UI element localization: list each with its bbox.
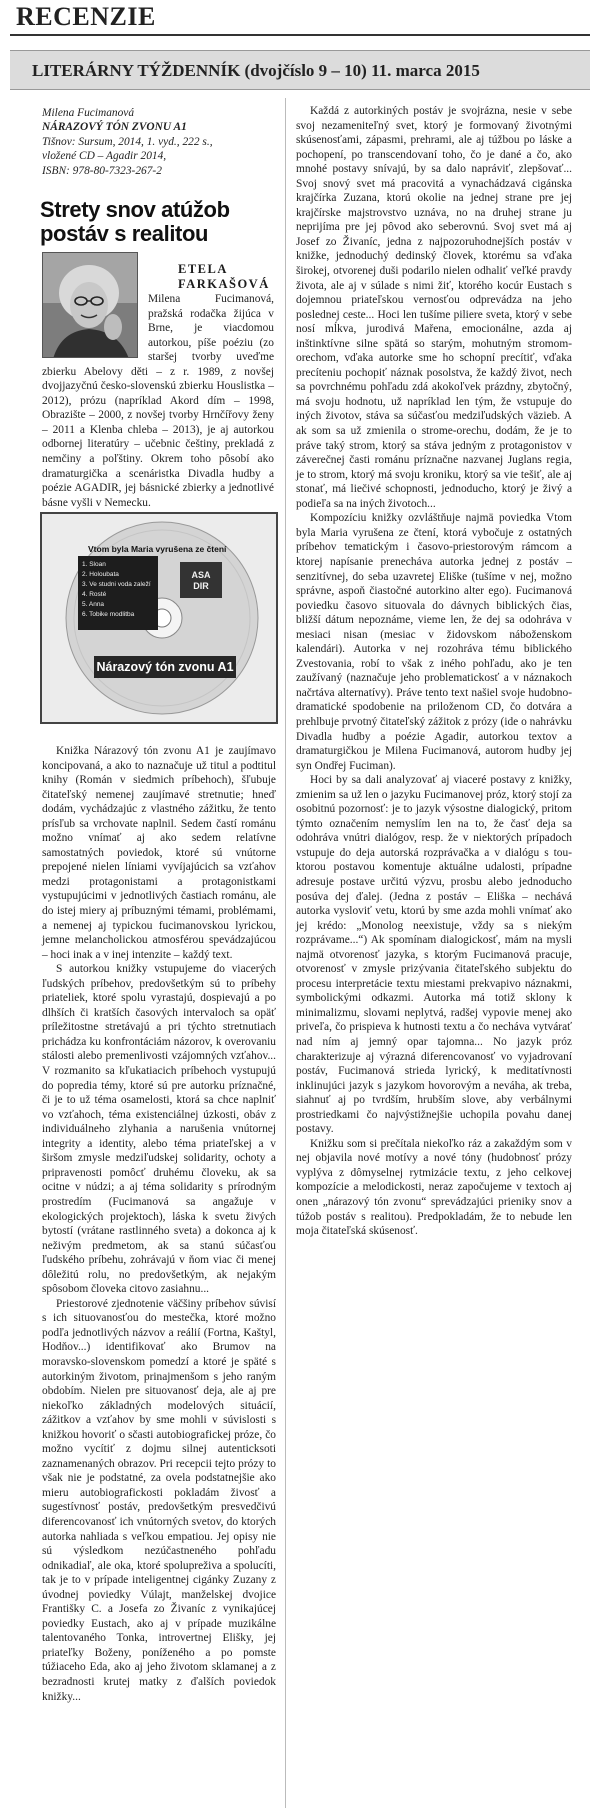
photo-spacer [42, 292, 148, 362]
cd-track: 5. Anna [82, 601, 105, 608]
cd-illustration [40, 512, 278, 724]
left-paragraph: Knižka Nárazový tón zvonu A1 je zaujímavo koncipovaná, a ako to naznačuje už titul a podtitul knihy (Román v siedmich príbehoch), šľubuje čitateľský nemenej zaujímavé stretnutie; hneď dodám, vychádzajúc z vlastného zážitku, že tento prísľub sa vrchovate naplnil. Sedem častí románu možno vnímať aj ako sedem relatívne samostatných poviedok, ktoré sú vnútorne prepojené nielen líniami vyvíjajúcich sa vzťahov medzi protagonistami a protagonistkami vystupujúcimi v jednotlivých častiach románu, ale do istej miery aj príbuznými témami, problémami, a nemenej aj typickou fucimanovskou lyrickou, jemne melancholickou atmosférou spevádzajúcou – hoci inak a v inej intenzite – každý text. [42, 745, 276, 961]
book-cd: vložené CD – Agadir 2014, [42, 150, 167, 163]
book-title: NÁRAZOVÝ TÓN ZVONU A1 [42, 121, 187, 134]
cd-track: 2. Holoubata [82, 571, 119, 578]
intro-column [42, 292, 274, 510]
book-isbn: ISBN: 978-80-7323-267-2 [42, 164, 162, 177]
cd-track: 6. Tobike modlitba [82, 611, 135, 618]
heading-rule [10, 34, 590, 36]
cd-heading: Vtom byla Maria vyrušena ze čtení [88, 544, 227, 554]
right-paragraph: Každá z autorkiných postáv je svojrázna, nesie v sebe svoj nezameniteľný svet, ktorý je formovaný životnými skúsenosťami, zápasmi, prehrami, ale aj túžbou po láske a pochopení, po transcendovaní toho, čo je dané a čo, ako mnohé postavy snívajú, by sa dalo napráviť, zlepšovať... Svoj snový svet má pracovitá a vynachádzavá cigánska krajčírka Zuzana, ktorú okolie na jednej strane pre jej krajčírske majstrovstvo uznáva, no na druhej strane ju neprijíma pre jej pôvod ako seberovnú. Svoj svet má aj Josef zo Živaníc, jedna z najpozoruhodnejších postáv v knižke, jednoduchý dedinský človek, ktorému sa vďaka širokej, otvorenej duši podarilo nielen odhaliť veľké pravdy života, ale aj v súlade s nimi žiť, ktorého kocúr Eustach s dojemnou priateľskou vernosťou odprevádza na jeho poslednej ceste... Hoci len tušíme piliere sveta, ktorý v sebe nosí mĺkva, jurodivá Mařena, emocionálne, azda aj inštinktívne silne spätá so starým, mohutným stromom-orechom, vďaka autorke sme ho schopní precítiť, vďaka precíteniu pochopiť náznak posolstva, že každý život, nech sa povrchnému pohľadu zdá akokoľvek prázdny, zbytočný, má svoju hodnotu, už napríklad len tým, že vstupuje do iných životov, stáva sa súčasťou medziľudských väzieb. A ak som sa už zmienila o strome-orechu, dodám, že je to práve taký strom, ktorý sa stáva jedným z protagonistov v záverečnej časti románu príznačne nazvanej Juglans regia, je to strom, ktorý má svoju kroniku, ktorý sa vie tešiť, ale aj stonať, má liečivé schopnosti, jednoducho, ktorý je živý a podieľa sa na iných životoch... [296, 105, 572, 510]
right-paragraph: Kompozíciu knižky ozvláštňuje najmä poviedka Vtom byla Maria vyrušena ze čtení, ktorá vybočuje z ostatných príbehov tematickým i časovo-priestorovým rámcom a ktorej napísanie prenecháva autorka jednej z postáv – senzitívnej, do seba uzavretej Eliške (tušíme v nej, možno správne, aspoň čiastočné autorkino alter ego). Fucimanová poviedku časovo situovala do dávnych biblických čias, bližší dátum nepoznáme, vieme len, že dej sa odohráva v mesiaci nisan (mesiac v židovskom náboženskom kalendári). Autorka v nej rozohráva tému biblického Zvestovania, robí to však z iného pohľadu, ako je ten zaužívaný (naznačuje jeho problematickosť a v náznakoch načrtáva alternatívy). Práve tento text našiel svoje hudobno-dramatické spodobenie na priloženom CD, čo dotvára a prehlbuje prvotný čitateľský zážitok z prózy (ide o nahrávku Divadla hudby a poézie Agadir, autorkou textov a dramaturgičkou je Milena Fucimanová, autorom hudby jej syn Ondřej Fuciman). [296, 512, 573, 772]
section-heading: RECENZIE [16, 2, 156, 31]
cd-track: 4. Rosté [82, 591, 107, 598]
article-headline: Strety snov atúžob postáv s realitou [40, 197, 230, 246]
cd-label: ASA DIR [191, 570, 211, 591]
left-paragraph: S autorkou knižky vstupujeme do viacerých ľudských príbehov, predovšetkým sú to príbehy priateliek, ktoré spolu vyrastajú, dospievajú a po dlhších či kratších časových intervaloch sa opäť príležitostne stretávajú a pri týchto stretnutiach prichádza ku konfrontáciám názorov, k overovaniu stálosti alebo premenlivosti vzájomných vzťahov... V rozmanito sa kľukatiacich príbehoch vystupujú do popredia témy, ktoré sú pre autorku príznačné, či je to už téma osamelosti, ktorá sa chce naplniť vo vzťahoch, téma existenciálnej úzkosti, obáv z individuálneho zlyhania a narušenia vnútornej integrity a identity, alebo téma priateľskej a v širšom zmysle medziľudskej solidarity, ochoty a pripravenosti pomôcť druhému človeku, ak sa ocitne v núdzi; a aj téma solidarity s prírodným prostredím (Fucimanová sa angažuje v ekologických projektoch), láska k svetu živých bytostí (vrátane rastlinného sveta) a dokonca aj k neživým predmetom, ak sa stanú súčasťou ľudského príbehu, zohrávajú v ňom viac či menej dôležitú rolu, no predovšetkým, ak nejakým spôsobom človeka citovo zasiahnu... [42, 963, 276, 1296]
left-paragraph: Priestorové zjednotenie väčšiny príbehov súvisí s ich situovanosťou do mestečka, ktoré možno podľa jednotlivých názvov a reálií (Fortna, Kaštyl, Hodňov...) identifikovať ako Brumov na moravsko-slovenskom pomedzí a ktoré je späté s autorkiným životom, prinajmenšom s jeho raným obdobím. Nielen pre situovanosť deja, ale aj pre niekoľko základných modelových situácií, zážitkov a vzťahov by sme mohli v súvislosti s knižkou hovoriť o sčasti autobiografickej próze, čo možno vycítiť z dojmu silnej autenticksoti zaznamenaných obrazov. Pri recepcii tejto prózy to však nie je podstatné, za ovela podstatnejšie ako mieru autobiografickosti pokladám živosť a sugestívnosť postáv, predovšetkým presvedčivú diferencovanosť ich vnútorných svetov, do ktorých autorka nahliada s veľkou empatiou. Jej opisy nie sú výsledkom nezúčastneného pohľadu odnikadiaľ, ale oka, ktoré spolupreživa a spolucíti, tak je to v prípade inteligentnej cigánky Zuzany z úvodnej poviedky Vúlajt, manželskej dvojice Františky C. a Josefa zo Živaníc z vynikajúcej poviedky Eustach, ako aj v prípade muzikálne talentovaného Tonka, introvertnej Elišky, jej priateľky Boženy, poníženého a po pomste túžiaceho Eda, ako aj jeho životom sklamanej a z bezradnosti krutej matky z ďalších poviedok knižky... [42, 1297, 276, 1703]
right-paragraph: Knižku som si prečítala niekoľko ráz a zakaždým som v nej objavila nové motívy a nové tóny (hudobnosť prózy vyplýva z dômyselnej rytmizácie textu, z jeho celkovej kompozície a melodickosti, neraz započujeme v textoch aj onen „nárazový tón zvonu“ sprevádzajúci prieniky snov a túžob postáv s realitou). Predpokladám, že to nebude len moja čitateľská skúsenosť. [296, 1137, 572, 1238]
cd-track: 1. Sloan [82, 561, 106, 568]
right-paragraph: Hoci by sa dali analyzovať aj viaceré postavy z knižky, zmienim sa už len o jazyku Fucimanovej próz, ktorý stojí za osobitnú pozornosť: je to jazyk výsostne dialogický, pritom týmto označením nemyslím len na to, že časť deja sa odohráva vnútri dialógov, resp. že v niektorých prípadoch vstupuje do deja autorská rozprávačka a v dialógu s tou-ktorou postavou komentuje aktuálne udalosti, prípadne adresuje postave určitú výzvu, prosbu alebo jednoducho posúva dej ďalej. (Jedna z postáv – Eliška – nechává autorka vysloviť vetu, ktorú by sme azda mohli vnímať ako jej krédo: „Monolog neexistuje, vždy sa s niekým rozprávame...“) Ak spomínam dialogickosť, mám na mysli najmä otvorenosť jazyka, s ktorým Fucimanová pracuje, otvorenosť v zmysle prizývania čitateľského subjektu do procesu interpretácie textu miestami prekvapivo náznakmi, symbolickými odkazmi. Autorka má totiž sklony k minimalizmu, slovami neplytvá, radšej vypovie menej ako priveľa, čo prispieva k hutnosti textu a čo necháva vytvárať nad ním aj jemný opar tajomna... No jazyk próz charakterizuje aj výrazná diferencovanosť vo vyjadrovaní postáv, Fucimanová strieda lyrický, k meditatívnosti inklinujúci jazyk s jazykom hovorovým a neváha, ak treba, siahnuť aj po tvrdším, hrubším slove, aby verbálnymi prostriedkami čo najvýstižnejšie uchopila povahu danej postavy. [296, 774, 572, 1136]
reviewer-first-name: ETELA [178, 262, 228, 276]
book-author: Milena Fucimanová [42, 107, 135, 119]
reviewer-name [150, 262, 270, 292]
intro-paragraph: Milena Fucimanová, pražská rodačka žijúca v Brne, je viacdomou autorkou, píše poéziu (zo staršej tvorby uveďme zbierku Abelovy děti – z r. 1989, z novšej dvojjazyčnú česko-slovenskú zbierku Houslistka – 2012), prózu (napríklad Akord dím – 1998, Obrazište – 2000, z novšej tvorby Hrnčířovy ženy – 2011 a Klenba chleba – 2013), je aj autorkou odbornej literatúry – učebnic češtiny, prekladá z nemčiny a poľštiny. Okrem toho pôsobí ako dramaturgička a scenáristka Divadla hudby a poézie AGADIR, jej básnické zbierky a jednotlivé básne vyšli v Nemecku. [42, 293, 274, 509]
column-divider [285, 98, 286, 1808]
cd-caption: Nárazový tón zvonu A1 [96, 660, 234, 674]
book-publisher: Tišnov: Sursum, 2014, 1. vyd., 222 s., [42, 135, 213, 148]
left-column [42, 744, 276, 1704]
right-column [296, 104, 572, 1239]
source-bar: LITERÁRNY TÝŽDENNÍK (dvojčíslo 9 – 10) 11. marca 2015 [10, 50, 590, 90]
cd-tracklist [82, 560, 158, 620]
book-metadata [42, 106, 272, 178]
reviewer-last-name: FARKAŠOVÁ [178, 277, 270, 291]
cd-track: 3. Ve studni voda zaleží [82, 581, 151, 588]
